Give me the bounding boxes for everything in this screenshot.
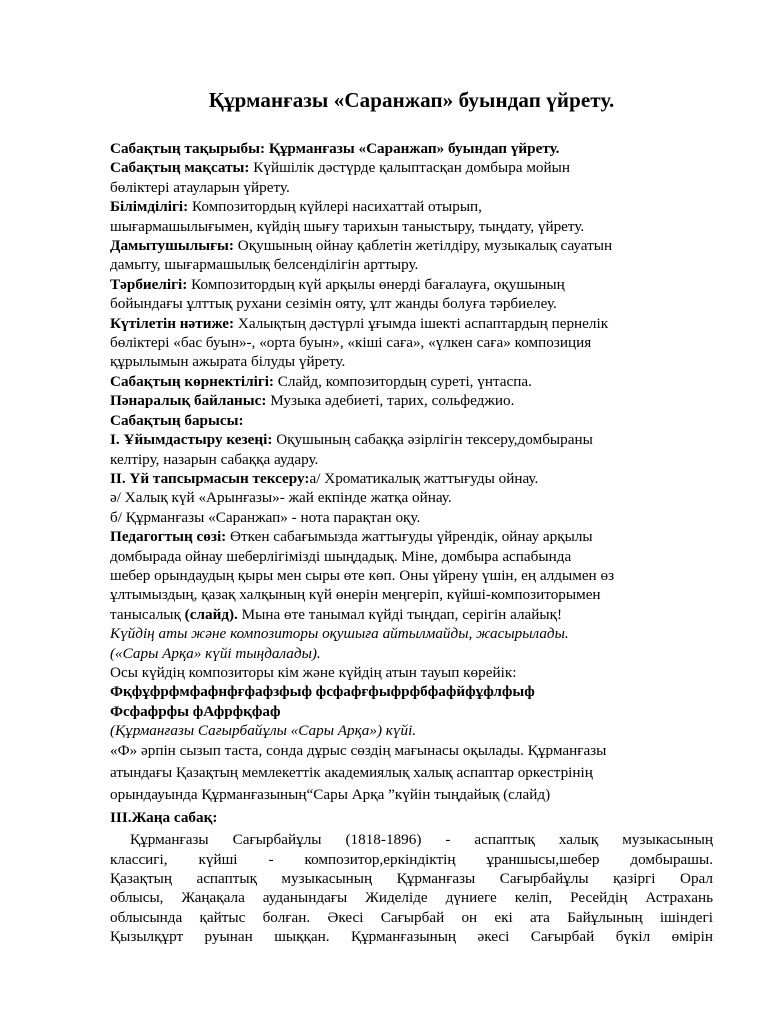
text-line bbox=[110, 314, 713, 333]
text-line bbox=[110, 275, 713, 294]
text-line bbox=[110, 352, 713, 371]
bold-label: Сабақтың тақырыбы: Құрманғазы «Саранжап» буындап үйрету. bbox=[110, 140, 560, 157]
bold-label: Күтілетін нәтиже: bbox=[110, 314, 235, 332]
body-line: Қазақтың аспаптық музыкасының Құрманғазы Сағырбайұлы қазіргі Орал bbox=[110, 870, 713, 888]
text-line bbox=[110, 217, 713, 236]
text-line bbox=[110, 585, 713, 604]
text-line bbox=[110, 508, 713, 527]
text-line bbox=[110, 469, 713, 488]
bold-label: Тәрбиелігі: bbox=[110, 275, 188, 293]
bold-label: (слайд). bbox=[184, 605, 238, 623]
bold-label: Сабақтың барысы: bbox=[110, 411, 244, 429]
text-line bbox=[110, 450, 713, 469]
text-line bbox=[110, 411, 713, 430]
section-heading: ІІІ.Жаңа сабақ: bbox=[110, 808, 218, 826]
line-text: бөліктері атауларын үйрету. bbox=[110, 178, 290, 196]
body-paragraph bbox=[110, 830, 713, 946]
line-text: келтіру, назарын сабаққа аудару. bbox=[110, 450, 319, 468]
line-text: танысалық bbox=[110, 605, 185, 623]
line-text: бойындағы ұлттық рухани сезімін ояту, ұлт жанды болуға тәрбиелеу. bbox=[110, 295, 557, 313]
text-line bbox=[110, 391, 713, 410]
bold-label: І. Ұйымдастыру кезеңі: bbox=[110, 431, 273, 449]
line-text: ә/ Халық күй «Арынғазы»- жай екпінде жатқа ойнау. bbox=[110, 489, 452, 507]
answer-text: (Құрманғазы Сағырбайұлы «Сары Арқа») күйі. bbox=[110, 722, 417, 740]
line-text: б/ Құрманғазы «Саранжап» - нота парақтан оқу. bbox=[110, 508, 421, 526]
bold-label: Сабақтың мақсаты: bbox=[110, 159, 250, 177]
line-text: Музыка әдебиеті, тарих, сольфеджио. bbox=[266, 392, 515, 410]
text-line bbox=[110, 236, 713, 255]
page-title: Құрманғазы «Саранжап» буындап үйрету. bbox=[208, 88, 615, 112]
line-text: Өткен сабағымызда жаттығуды үйрендік, ойнау арқылы bbox=[226, 528, 593, 546]
body-line: Құрманғазы Сағырбайұлы (1818-1896) - аспаптық халық музыкасының bbox=[130, 831, 713, 849]
text-line bbox=[110, 605, 713, 624]
line-text: а/ Хроматикалық жаттығуды ойнау. bbox=[309, 469, 539, 487]
puzzle-text: Фсфафрфы фАфрфқфаф bbox=[110, 702, 281, 720]
bold-label: Білімділігі: bbox=[110, 198, 189, 216]
text-line bbox=[110, 488, 713, 507]
line-text: Композитордың күй арқылы өнерді бағалауға, оқушының bbox=[187, 275, 565, 293]
puzzle-text: Фқфұфрфмфафнфғфафзфыф фсфафғфыфрфбфафйфұфлфыф bbox=[110, 683, 535, 701]
bold-label: ІІ. Үй тапсырмасын тексеру: bbox=[110, 469, 310, 487]
body-line: Қызылқұрт руынан шыққан. Құрманғазының әкесі Сағырбай бүкіл өмірін bbox=[110, 928, 713, 946]
lesson-plan-section bbox=[110, 139, 713, 624]
line-text: Оқушының сабаққа әзірлігін тексеру,домбыраны bbox=[272, 431, 593, 449]
line-text: домбырада ойнау шеберлігімізді шыңдадық. Міне, домбыра аспабында bbox=[110, 547, 572, 565]
line-text: Күйшілік дәстүрде қалыптасқан домбыра мойын bbox=[249, 159, 570, 177]
line-text: құрылымын ажырата білуды үйрету. bbox=[110, 353, 346, 371]
italic-note: Күйдің аты және композиторы оқушыға айтылмайды, жасырылады. bbox=[110, 625, 569, 643]
line-text: Халықтың дәстүрлі ұғымда ішекті аспаптардың пернелік bbox=[234, 314, 609, 332]
line-text: шебер орындаудың қыры мен сыры өте көп. Оны үйрену үшін, ең алдымен өз bbox=[110, 566, 615, 584]
paragraph-line: «Ф» әрпін сызып таста, сонда дұрыс сөздің мағынасы оқылады. Құрманғазы bbox=[110, 741, 607, 759]
text-line bbox=[110, 547, 713, 566]
line-text: Слайд, композитордың суреті, үнтаспа. bbox=[274, 372, 532, 390]
bold-label: Педагогтың сөзі: bbox=[110, 528, 227, 546]
text-line bbox=[110, 178, 713, 197]
text-line bbox=[110, 158, 713, 177]
line-text: бөліктері «бас буын»-, «орта буын», «кіші саға», «үлкен саға» композиция bbox=[110, 334, 592, 352]
body-line: облысы, Жаңақала ауданындағы Жиделіде дүниеге келіп, Ресейдің Астрахань bbox=[110, 889, 713, 907]
document-body bbox=[110, 139, 713, 947]
line-text: Оқушының ойнау қаблетін жетілдіру, музыкалық сауатын bbox=[233, 237, 613, 255]
text-line bbox=[110, 139, 713, 158]
paragraph-line: атындағы Қазақтың мемлекеттік академиялық халық аспаптар оркестрінің bbox=[110, 764, 593, 781]
line-text: дамыту, шығармашылық белсенділігін арттыру. bbox=[110, 256, 419, 274]
bold-label: Сабақтың көрнектілігі: bbox=[110, 372, 274, 390]
line-text: ұлтымыздың, қазақ халқының күй өнерін меңгеріп, күйші-композиторымен bbox=[110, 586, 601, 604]
line-text: шығармашылығымен, күйдің шығу тарихын таныстыру, тыңдату, үйрету. bbox=[110, 217, 585, 235]
question-text: Осы күйдің композиторы кім және күйдің атын тауып көрейік: bbox=[110, 663, 517, 681]
paragraph-line: орындауында Құрманғазының“Сары Арқа ”күйін тыңдайық (слайд) bbox=[110, 786, 551, 804]
text-line bbox=[110, 430, 713, 449]
line-text: Мына өте танымал күйді тыңдап, серігін алайық! bbox=[237, 605, 563, 623]
body-line: классигі, күйші - композитор,еркіндіктің ұраншысы,шебер домбырашы. bbox=[110, 850, 713, 868]
line-text: Композитордың күйлері насихаттай отырып, bbox=[188, 198, 482, 216]
bold-label: Пәнаралық байланыс: bbox=[110, 392, 267, 410]
bold-label: Дамытушылығы: bbox=[110, 237, 234, 255]
text-line bbox=[110, 566, 713, 585]
text-line bbox=[110, 527, 713, 546]
italic-note: («Сары Арқа» күйі тыңдалады). bbox=[110, 644, 321, 662]
text-line bbox=[110, 294, 713, 313]
body-line: облысында қайтыс болған. Әкесі Сағырбай он екі ата Байұлының ішіндегі bbox=[110, 908, 713, 926]
text-line bbox=[110, 333, 713, 352]
text-line bbox=[110, 197, 713, 216]
text-line bbox=[110, 255, 713, 274]
text-line bbox=[110, 372, 713, 391]
